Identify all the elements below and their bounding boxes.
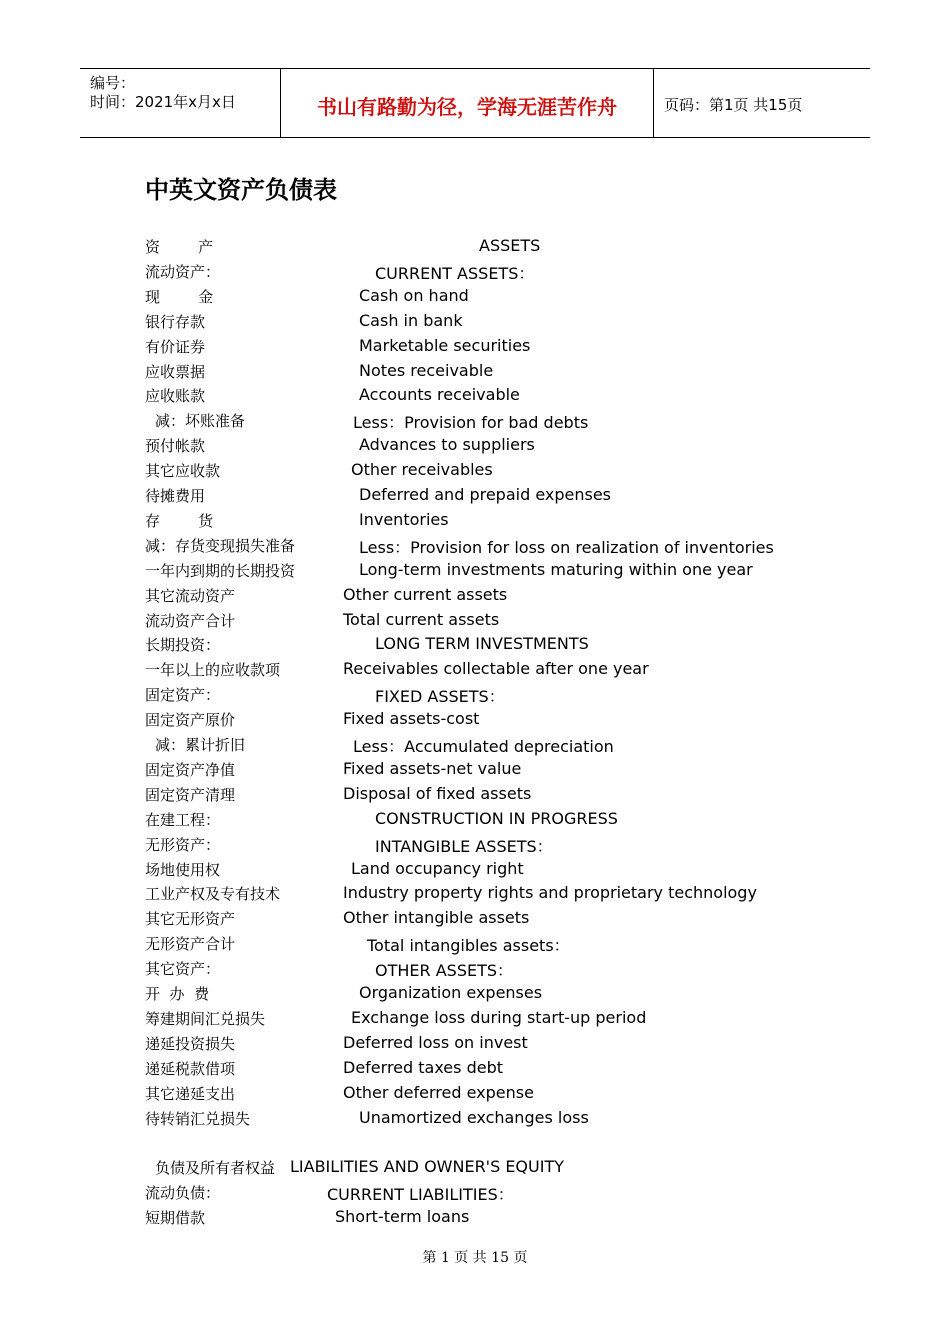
- item-label-cn: 流动资产：: [145, 262, 221, 281]
- item-label-cn: 场地使用权: [145, 860, 221, 879]
- list-item: [0, 535, 950, 559]
- item-label-cn: 一年以上的应收款项: [145, 661, 281, 680]
- item-label-cn: 固定资产清理: [145, 785, 236, 804]
- item-label-en: Exchange loss during start-up period: [351, 1007, 647, 1027]
- list-item: [0, 784, 950, 808]
- item-label-cn: 银行存款: [145, 312, 206, 331]
- item-label-cn: 其它应收款: [145, 462, 221, 481]
- item-label-cn: 其它递延支出: [145, 1084, 236, 1103]
- list-item: [0, 859, 950, 883]
- item-label-cn: 短期借款: [145, 1209, 206, 1228]
- item-label-en: FIXED ASSETS：: [375, 687, 505, 707]
- list-item: [0, 1207, 950, 1231]
- item-label-en: Unamortized exchanges loss: [359, 1107, 589, 1127]
- item-label-cn: 存 货: [145, 511, 214, 530]
- header-motto-cell: [281, 69, 654, 137]
- item-label-en: Short-term loans: [335, 1207, 470, 1227]
- item-label-cn: 流动资产合计: [145, 611, 236, 630]
- item-label-en: Other deferred expense: [343, 1082, 534, 1102]
- list-item: [0, 1108, 950, 1132]
- item-label-cn: 有价证券: [145, 337, 206, 356]
- list-item: [0, 958, 950, 982]
- document-number-label: 编号：: [90, 74, 136, 92]
- item-label-cn: 减：坏账准备: [155, 412, 246, 431]
- item-label-cn: 负债及所有者权益: [155, 1159, 276, 1178]
- item-label-en: Disposal of fixed assets: [343, 783, 532, 803]
- item-label-en: CURRENT ASSETS：: [375, 263, 535, 283]
- item-label-en: CURRENT LIABILITIES：: [327, 1185, 514, 1205]
- header-motto: 书山有路勤为径，学海无涯苦作舟: [317, 95, 617, 119]
- list-item: [0, 1033, 950, 1057]
- item-label-cn: 现 金: [145, 287, 214, 306]
- list-item: [0, 983, 950, 1007]
- item-label-cn: 筹建期间汇兑损失: [145, 1009, 266, 1028]
- item-label-en: Other receivables: [351, 460, 493, 480]
- list-item: [0, 336, 950, 360]
- item-label-en: Land occupancy right: [351, 858, 524, 878]
- item-label-cn: 其它流动资产: [145, 586, 236, 605]
- item-label-cn: 待摊费用: [145, 487, 206, 505]
- item-label-cn: 工业产权及专有技术: [145, 885, 281, 904]
- list-item: [0, 560, 950, 584]
- item-label-en: Other current assets: [343, 584, 508, 604]
- header-page-info: 页码：第1页 共15页: [664, 96, 803, 114]
- item-label-en: LIABILITIES AND OWNER'S EQUITY: [290, 1157, 564, 1177]
- item-label-en: LONG TERM INVESTMENTS: [375, 634, 589, 654]
- item-label-en: Organization expenses: [359, 983, 543, 1002]
- item-label-cn: 在建工程：: [145, 810, 221, 829]
- list-item: [0, 410, 950, 434]
- item-label-en: Deferred taxes debt: [343, 1057, 503, 1077]
- item-label-en: Total intangibles assets：: [367, 936, 570, 956]
- item-label-cn: 待转销汇兑损失: [145, 1109, 251, 1128]
- list-item: [0, 734, 950, 758]
- item-label-cn: 固定资产净值: [145, 760, 236, 779]
- item-label-en: Industry property rights and proprietary technology: [343, 883, 757, 903]
- list-item: [0, 361, 950, 385]
- item-label-cn: 无形资产：: [145, 835, 221, 854]
- list-item: [0, 1083, 950, 1107]
- list-item: [0, 435, 950, 459]
- item-label-cn: 无形资产合计: [145, 935, 236, 954]
- item-label-cn: 应收票据: [145, 362, 206, 381]
- page-footer: 第 1 页 共 15 页: [422, 1250, 528, 1266]
- item-label-en: Receivables collectable after one year: [343, 659, 649, 679]
- item-label-en: INTANGIBLE ASSETS：: [375, 836, 553, 856]
- list-item: [0, 1058, 950, 1082]
- item-label-en: Advances to suppliers: [359, 435, 535, 455]
- item-label-cn: 开 办 费: [145, 985, 210, 1003]
- item-label-cn: 应收账款: [145, 387, 206, 406]
- item-label-cn: 递延投资损失: [145, 1034, 236, 1053]
- item-label-en: Deferred and prepaid expenses: [359, 485, 611, 504]
- list-item: [0, 585, 950, 609]
- list-item: [0, 261, 950, 285]
- list-item: [0, 933, 950, 957]
- item-label-en: Deferred loss on invest: [343, 1032, 528, 1052]
- item-label-cn: 预付帐款: [145, 437, 206, 456]
- list-item: [0, 709, 950, 733]
- item-label-cn: 减：累计折旧: [155, 736, 246, 754]
- item-label-cn: 减：存货变现损失准备: [145, 536, 296, 555]
- document-date: 时间：2021年x月x日: [90, 93, 236, 111]
- item-label-en: Notes receivable: [359, 360, 494, 380]
- document-header: [80, 68, 870, 138]
- item-label-cn: 固定资产原价: [145, 711, 236, 730]
- item-label-cn: 递延税款借项: [145, 1059, 236, 1078]
- item-label-en: OTHER ASSETS：: [375, 961, 514, 981]
- item-label-cn: 资 产: [145, 238, 214, 256]
- header-page-cell: [654, 69, 870, 137]
- list-item: [0, 610, 950, 634]
- list-item: [0, 634, 950, 658]
- header-meta-cell: [80, 69, 281, 137]
- page-title: 中英文资产负债表: [145, 176, 337, 204]
- item-label-en: Total current assets: [343, 609, 500, 629]
- list-item: [0, 1157, 950, 1181]
- item-label-cn: 一年内到期的长期投资: [145, 561, 296, 580]
- item-label-en: ASSETS: [479, 236, 541, 255]
- item-label-en: Cash on hand: [359, 285, 469, 305]
- item-label-en: Inventories: [359, 509, 449, 529]
- list-item: [0, 834, 950, 858]
- list-item: [0, 286, 950, 310]
- list-item: [0, 684, 950, 708]
- item-label-en: Fixed assets-cost: [343, 709, 480, 729]
- item-label-en: Accounts receivable: [359, 385, 520, 405]
- item-label-cn: 其它无形资产: [145, 910, 236, 929]
- list-item: [0, 385, 950, 409]
- list-item: [0, 883, 950, 907]
- item-label-en: Cash in bank: [359, 310, 463, 330]
- list-item: [0, 759, 950, 783]
- list-item: [0, 908, 950, 932]
- item-label-en: Less：Provision for loss on realization of inventories: [359, 537, 774, 557]
- item-label-en: Marketable securities: [359, 335, 531, 355]
- list-item: [0, 1008, 950, 1032]
- item-label-en: CONSTRUCTION IN PROGRESS: [375, 808, 618, 828]
- list-item: [0, 809, 950, 833]
- list-item: [0, 485, 950, 509]
- list-item: [0, 311, 950, 335]
- list-item: [0, 236, 950, 260]
- item-label-cn: 固定资产：: [145, 686, 221, 705]
- list-item: [0, 1182, 950, 1206]
- item-label-en: Less：Provision for bad debts: [353, 413, 589, 433]
- list-item: [0, 460, 950, 484]
- list-item: [0, 510, 950, 534]
- list-item: [0, 659, 950, 683]
- item-label-cn: 长期投资：: [145, 636, 221, 655]
- item-label-cn: 流动负债：: [145, 1184, 221, 1203]
- item-label-en: Long-term investments maturing within one year: [359, 559, 753, 579]
- item-label-cn: 其它资产：: [145, 960, 221, 979]
- item-label-en: Other intangible assets: [343, 908, 530, 928]
- item-label-en: Fixed assets-net value: [343, 758, 522, 778]
- item-label-en: Less：Accumulated depreciation: [353, 737, 614, 756]
